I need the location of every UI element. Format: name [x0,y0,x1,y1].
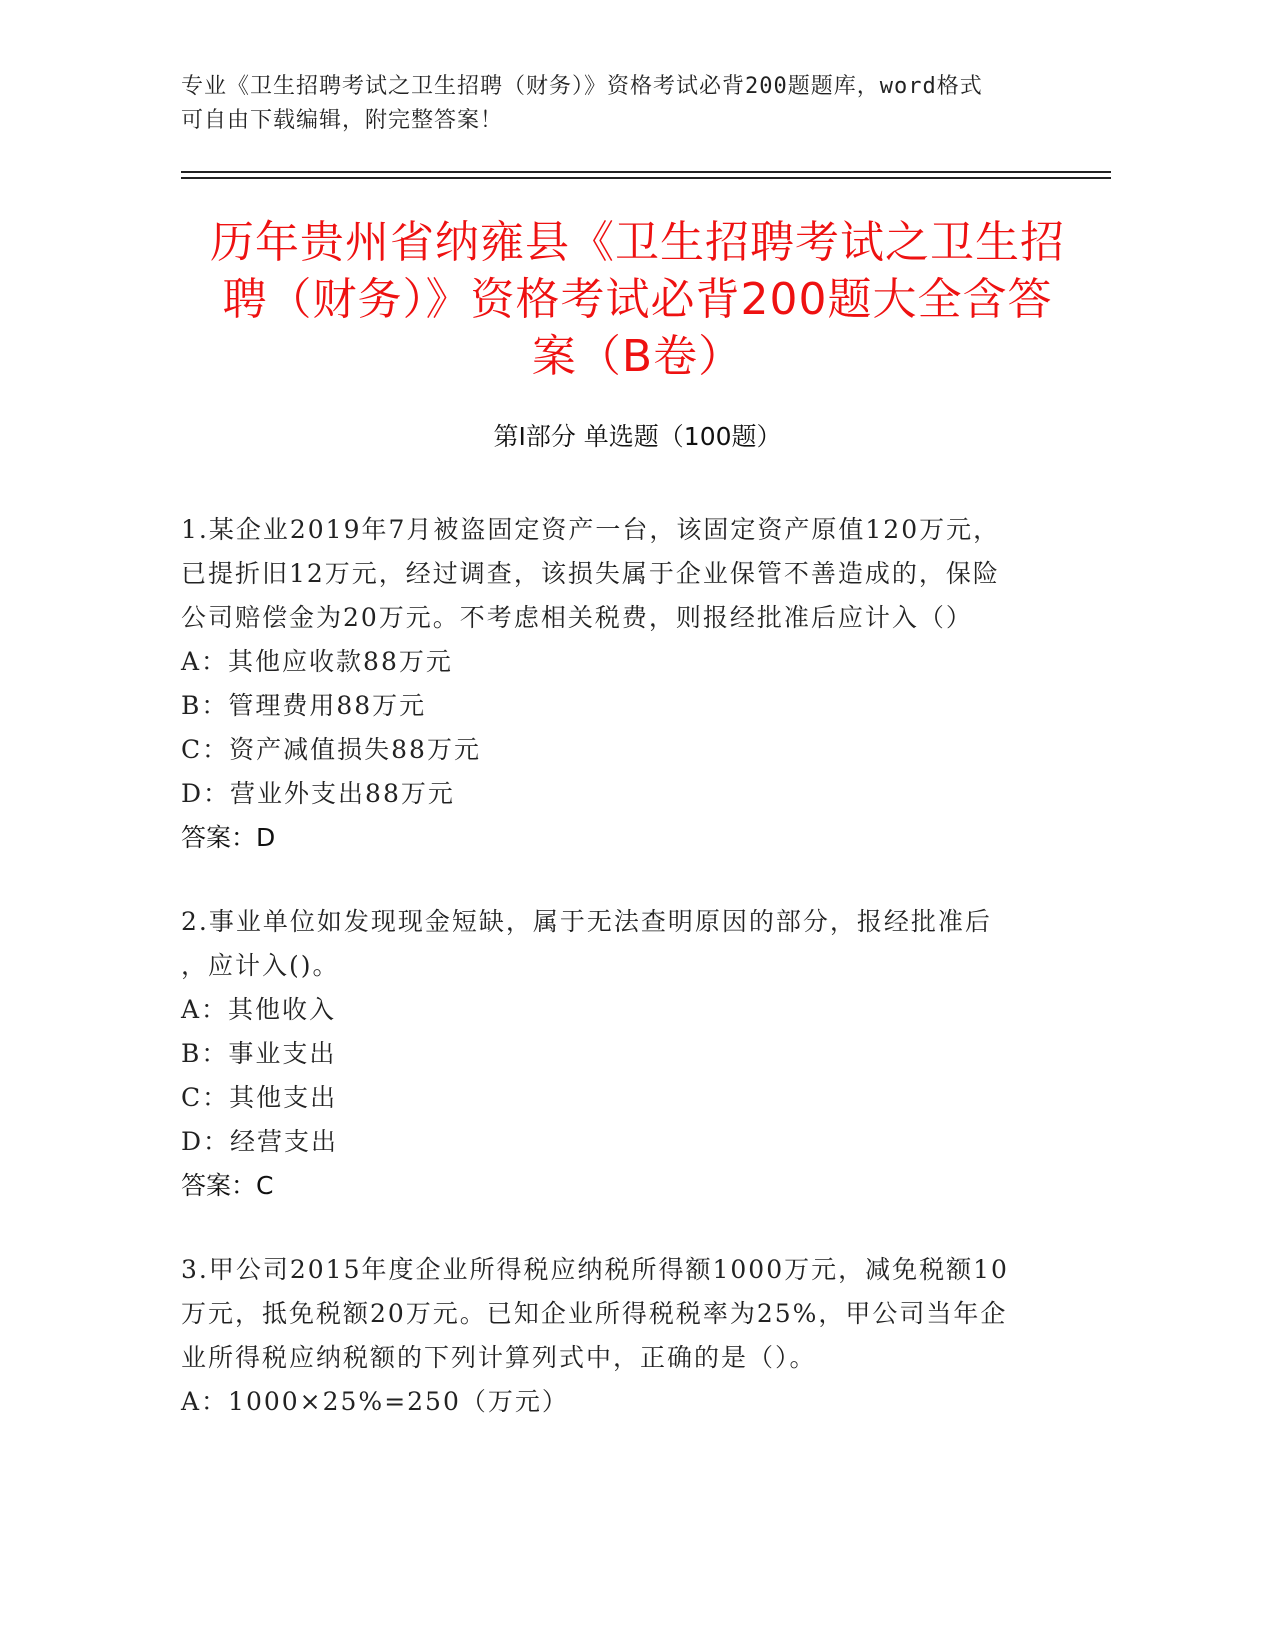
question-1 [181,508,1081,860]
question-text-line: 已提折旧12万元，经过调查，该损失属于企业保管不善造成的，保险 [181,559,1000,588]
question-2 [181,900,1081,1208]
title-line-1: 历年贵州省纳雍县《卫生招聘考试之卫生招 [210,217,1065,268]
header-divider-bottom [181,177,1111,179]
header-note-line-2: 可自由下载编辑，附完整答案！ [181,108,504,133]
header-note-line-1: 专业《卫生招聘考试之卫生招聘（财务）》资格考试必背200题题库，word格式 [181,74,983,99]
option-d: D：经营支出 [181,1127,339,1156]
option-c: C：资产减值损失88万元 [181,735,481,764]
title-line-3: 案（B卷） [531,331,744,382]
option-d: D：营业外支出88万元 [181,779,455,808]
option-b: B：事业支出 [181,1039,337,1068]
question-text-line: 1.某企业2019年7月被盗固定资产一台，该固定资产原值120万元， [181,515,1001,544]
option-a: A：其他应收款88万元 [181,647,453,676]
answer-line: 答案：C [181,1171,274,1200]
question-text-line: 公司赔偿金为20万元。不考虑相关税费，则报经批准后应计入（） [181,603,973,632]
question-text-line: 万元，抵免税额20万元。已知企业所得税税率为25%，甲公司当年企 [181,1299,1008,1328]
question-list [181,508,1081,1464]
header-divider-top [181,171,1111,173]
document-title [150,214,1125,385]
option-b: B：管理费用88万元 [181,691,427,720]
header-note [181,70,1061,138]
question-text-line: 2.事业单位如发现现金短缺，属于无法查明原因的部分，报经批准后 [181,907,992,936]
option-c: C：其他支出 [181,1083,338,1112]
answer-line: 答案：D [181,823,276,852]
title-line-2: 聘（财务）》资格考试必背200题大全含答 [222,274,1053,325]
option-a: A：1000×25%=250（万元） [181,1387,569,1416]
question-3 [181,1248,1081,1424]
question-text-line: 3.甲公司2015年度企业所得税应纳税所得额1000万元，减免税额10 [181,1255,1009,1284]
question-text-line: ，应计入()。 [181,951,340,980]
option-a: A：其他收入 [181,995,337,1024]
question-text-line: 业所得税应纳税额的下列计算列式中，正确的是（）。 [181,1343,817,1372]
section-heading: 第Ⅰ部分 单选题（100题） [493,422,782,451]
